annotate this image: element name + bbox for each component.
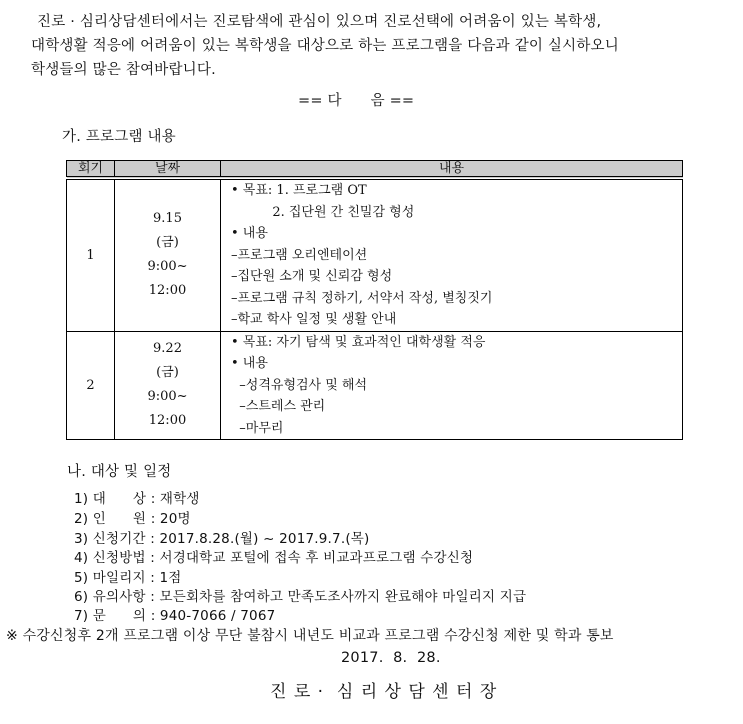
session-number: 2 [67, 331, 115, 440]
intro-line-2: 대학생활 적응에 어려움이 있는 복학생을 대상으로 하는 프로그램을 다음과 같이 실시하오니 [31, 38, 619, 54]
item-value: : 1점 [150, 570, 182, 586]
section-a-title: 가. 프로그램 내용 [62, 129, 176, 145]
schedule-item [74, 585, 526, 605]
date-start-time: 9:00~ [147, 389, 188, 405]
date-start-time: 9:00~ [147, 259, 188, 275]
header-session: 회기 [67, 161, 115, 179]
heading-next: == 다 음 == [298, 93, 415, 109]
date-end-time: 12:00 [148, 413, 187, 429]
item-label: 1) 대 상 [74, 491, 147, 507]
schedule-item [74, 527, 370, 547]
schedule-item [74, 487, 200, 507]
content-line: • 내용 [231, 356, 268, 371]
intro-line-1: 진로 · 심리상담센터에서는 진로탐색에 관심이 있으며 진로선택에 어려움이 있는 복학생, [37, 14, 602, 30]
content-line: –프로그램 오리엔테이션 [231, 247, 368, 263]
session-content [221, 331, 683, 440]
content-line: • 내용 [231, 226, 268, 241]
item-label: 3) 신청기간 [74, 531, 146, 547]
session-number: 1 [67, 178, 115, 331]
session-date [115, 178, 221, 331]
session-date [115, 331, 221, 440]
item-label: 5) 마일리지 [74, 570, 146, 586]
table-row [67, 178, 683, 331]
table-row [67, 331, 683, 440]
content-line: –프로그램 규칙 정하기, 서약서 작성, 별칭짓기 [231, 290, 493, 306]
signature: 진 로 · 심 리 상 담 센 터 장 [270, 682, 498, 702]
date-weekday: (금) [156, 365, 179, 381]
content-line: –스트레스 관리 [231, 399, 326, 414]
header-date: 날짜 [115, 161, 221, 179]
date-day: 9.15 [153, 211, 182, 227]
content-line: • 목표: 자기 탐색 및 효과적인 대학생활 적응 [231, 334, 486, 350]
schedule-item [74, 507, 191, 527]
schedule-item [74, 546, 473, 566]
notice-text: ※ 수강신청후 2개 프로그램 이상 무단 불참시 내년도 비교과 프로그램 수강신청 제한 및 학과 통보 [6, 628, 614, 644]
date-end-time: 12:00 [148, 283, 187, 299]
session-content [221, 178, 683, 331]
content-line: –성격유형검사 및 해석 [231, 377, 368, 393]
item-value: : 재학생 [150, 491, 200, 507]
document-date: 2017. 8. 28. [341, 650, 441, 666]
content-line: –학교 학사 일정 및 생활 안내 [231, 312, 397, 327]
content-line: –집단원 소개 및 신뢰감 형성 [231, 269, 393, 284]
item-label: 6) 유의사항 [74, 589, 146, 605]
section-b-title: 나. 대상 및 일정 [67, 464, 172, 480]
program-table [66, 160, 683, 440]
content-line: 2. 집단원 간 친밀감 형성 [231, 204, 415, 220]
schedule-item [74, 566, 182, 586]
content-line: –마무리 [231, 420, 284, 436]
date-weekday: (금) [156, 235, 179, 251]
item-label: 7) 문 의 [74, 608, 147, 624]
item-label: 2) 인 원 [74, 511, 147, 527]
content-line: • 목표: 1. 프로그램 OT [231, 183, 367, 198]
item-value: : 940-7066 / 7067 [150, 608, 276, 624]
schedule-item [74, 604, 275, 624]
item-value: : 모든회차를 참여하고 만족도조사까지 완료해야 마일리지 지급 [150, 589, 527, 605]
header-content: 내용 [221, 161, 683, 179]
item-value: : 20명 [150, 511, 191, 527]
item-value: : 2017.8.28.(월) ~ 2017.9.7.(목) [150, 531, 370, 547]
intro-line-3: 학생들의 많은 참여바랍니다. [31, 62, 216, 78]
item-label: 4) 신청방법 [74, 550, 146, 566]
item-value: : 서경대학교 포털에 접속 후 비교과프로그램 수강신청 [150, 550, 474, 566]
date-day: 9.22 [153, 341, 182, 357]
table-header-row [67, 161, 683, 179]
